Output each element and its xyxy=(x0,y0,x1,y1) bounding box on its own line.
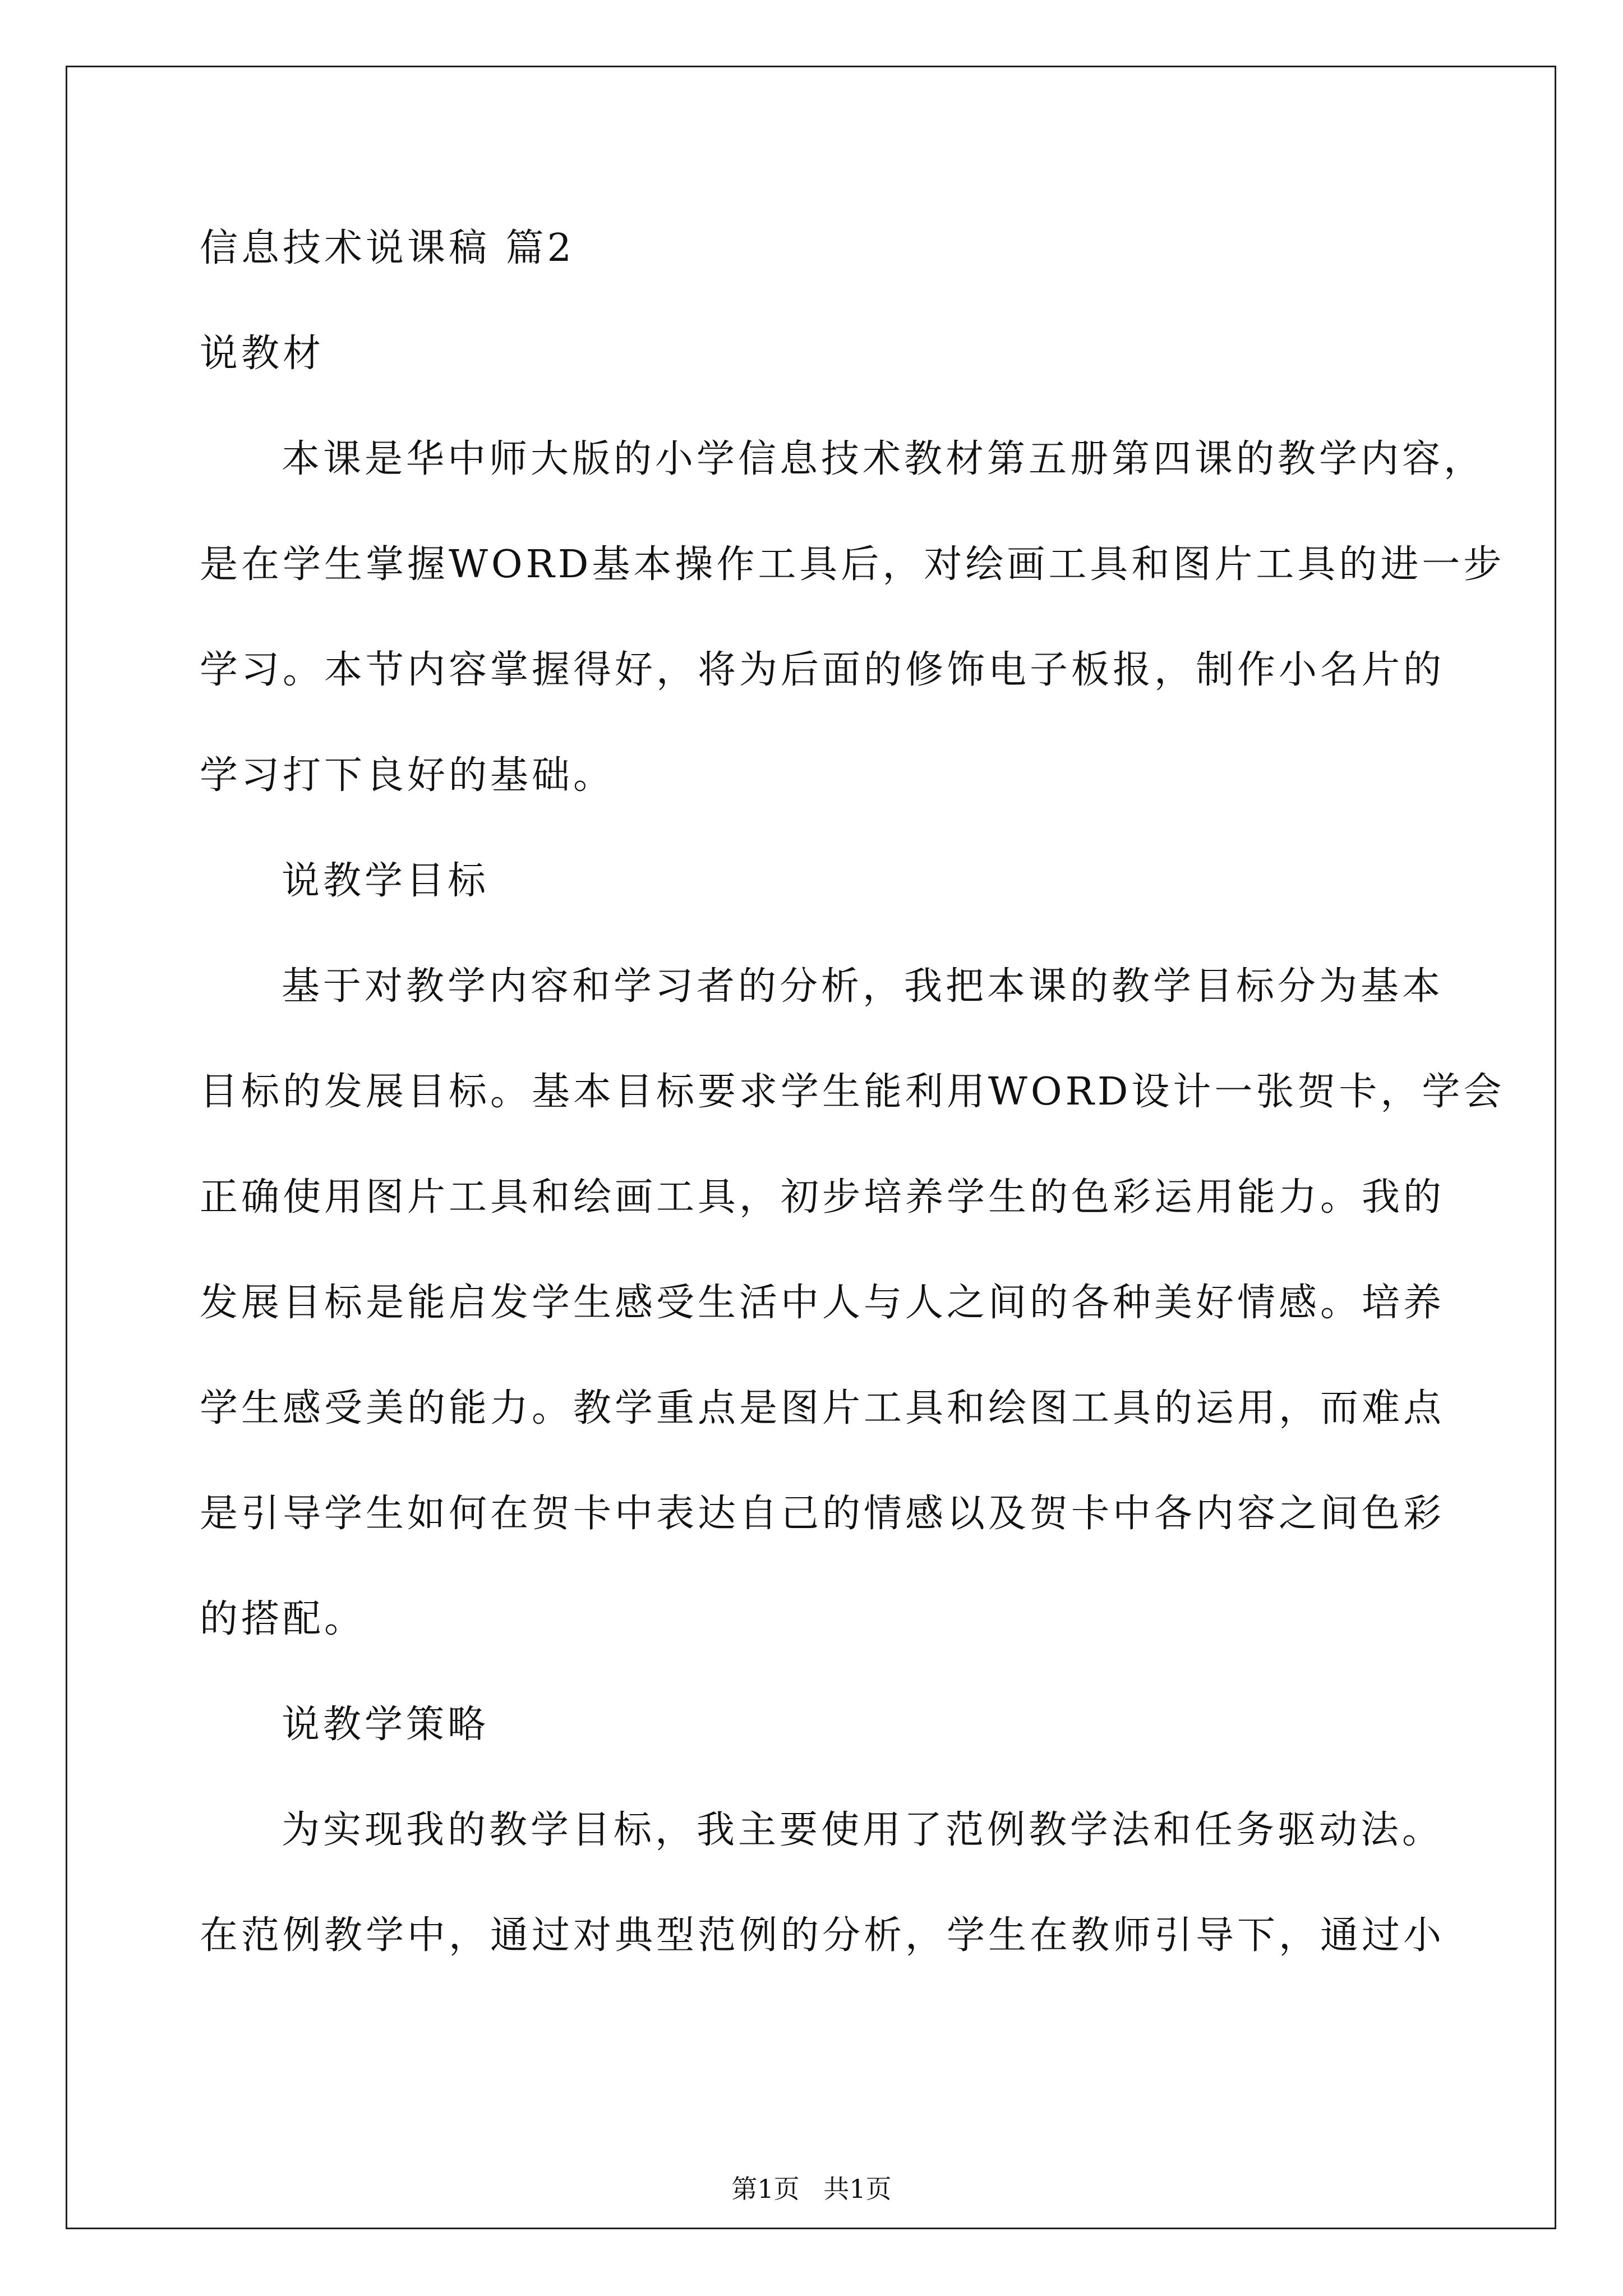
paragraph-line: 学生感受美的能力。教学重点是图片工具和绘图工具的运用，而难点 xyxy=(200,1386,1445,1430)
document-body xyxy=(200,222,1505,2014)
page-total: 共1页 xyxy=(823,2174,892,2204)
paragraph-line: 学习。本节内容掌握得好，将为后面的修饰电子板报，制作小名片的 xyxy=(200,648,1445,692)
paragraph-line: 的搭配。 xyxy=(200,1597,366,1641)
paragraph-strategy xyxy=(200,1803,1445,1963)
section-heading-textbook: 说教材 xyxy=(200,332,325,376)
paragraph-line: 目标的发展目标。基本目标要求学生能利用WORD设计一张贺卡，学会 xyxy=(200,1070,1505,1114)
paragraph-line: 发展目标是能启发学生感受生活中人与人之间的各种美好情感。培养 xyxy=(200,1281,1445,1325)
paragraph-line: 在范例教学中，通过对典型范例的分析，学生在教师引导下，通过小 xyxy=(200,1913,1445,1958)
paragraph-line: 是引导学生如何在贺卡中表达自己的情感以及贺卡中各内容之间色彩 xyxy=(200,1492,1445,1536)
paragraph-line: 学习打下良好的基础。 xyxy=(200,753,615,798)
section-heading-strategy: 说教学策略 xyxy=(282,1703,490,1747)
paragraph-line: 本课是华中师大版的小学信息技术教材第五册第四课的教学内容， xyxy=(282,437,1486,481)
section-heading-objectives: 说教学目标 xyxy=(282,859,490,903)
paragraph-line: 正确使用图片工具和绘画工具，初步培养学生的色彩运用能力。我的 xyxy=(200,1175,1445,1220)
paragraph-textbook xyxy=(200,432,1505,803)
paragraph-objectives xyxy=(200,960,1505,1646)
paragraph-line: 为实现我的教学目标，我主要使用了范例教学法和任务驱动法。 xyxy=(282,1808,1444,1852)
paragraph-line: 是在学生掌握WORD基本操作工具后，对绘画工具和图片工具的进一步 xyxy=(200,542,1505,587)
page-number: 第1页 xyxy=(731,2174,800,2204)
document-title: 信息技术说课稿 篇2 xyxy=(200,226,575,270)
paragraph-line: 基于对教学内容和学习者的分析，我把本课的教学目标分为基本 xyxy=(282,964,1444,1009)
page-footer xyxy=(0,2172,1623,2206)
